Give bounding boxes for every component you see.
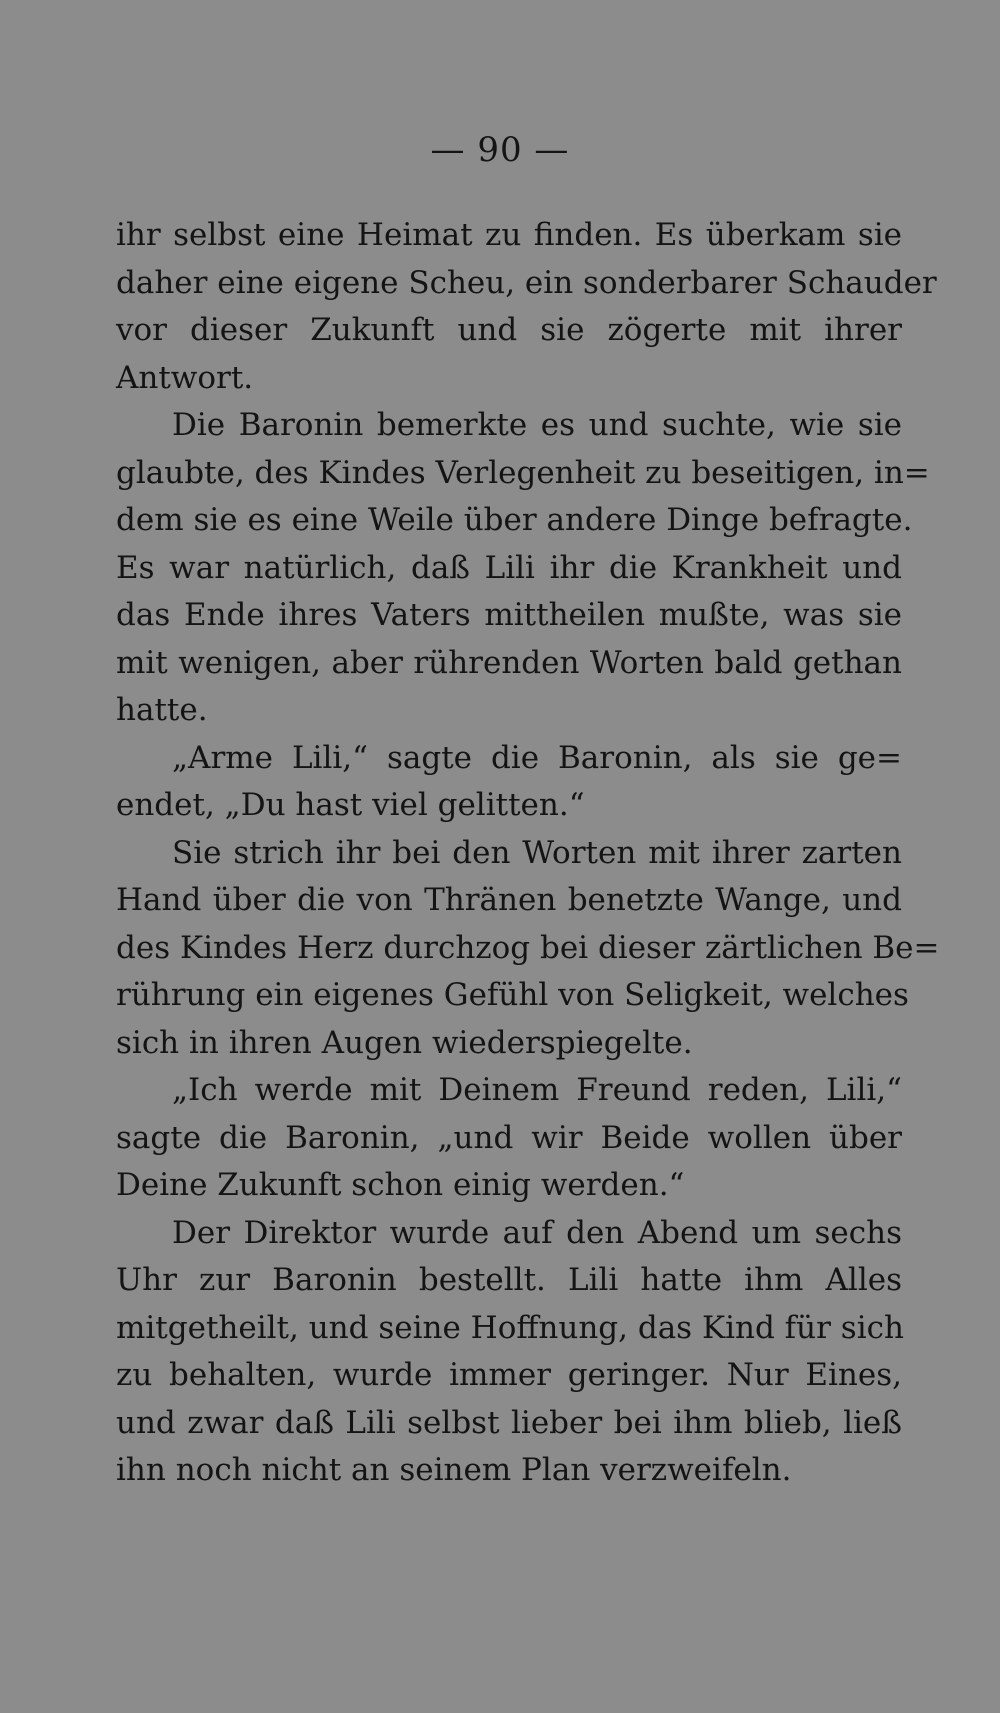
text-line: Die Baronin bemerkte es und suchte, wie sie <box>172 407 902 443</box>
text-line: vor dieser Zukunft und sie zögerte mit ihrer <box>116 312 902 348</box>
text-line: mitgetheilt, und seine Hoffnung, das Kind für sich <box>116 1309 904 1346</box>
text-line: Uhr zur Baronin bestellt. Lili hatte ihm Alles <box>116 1262 902 1298</box>
text-line: sagte die Baronin, „und wir Beide wollen über <box>116 1119 902 1156</box>
text-line: ihn noch nicht an seinem Plan verzweifeln. <box>116 1452 792 1488</box>
text-line: Hand über die von Thränen benetzte Wange, und <box>116 882 902 918</box>
text-line: das Ende ihres Vaters mittheilen mußte, was sie <box>116 597 902 633</box>
text-line: zu behalten, wurde immer geringer. Nur Eines, <box>116 1357 902 1393</box>
text-line: „Arme Lili,“ sagte die Baronin, als sie ge= <box>172 739 902 776</box>
text-line: hatte. <box>116 692 208 728</box>
text-line: Deine Zukunft schon einig werden.“ <box>116 1167 685 1203</box>
text-line: Der Direktor wurde auf den Abend um sechs <box>172 1214 902 1251</box>
text-line: sich in ihren Augen wiederspiegelte. <box>116 1024 693 1061</box>
text-line: des Kindes Herz durchzog bei dieser zärtlichen Be= <box>116 929 940 966</box>
text-line: rührung ein eigenes Gefühl von Seligkeit, welches <box>116 977 909 1013</box>
text-line: endet, „Du hast viel gelitten.“ <box>116 787 585 823</box>
text-line: Es war natürlich, daß Lili ihr die Krankheit und <box>116 549 902 586</box>
text-line: „Ich werde mit Deinem Freund reden, Lili,“ <box>172 1072 902 1108</box>
text-line: ihr selbst eine Heimat zu finden. Es überkam sie <box>116 217 902 253</box>
text-line: dem sie es eine Weile über andere Dinge befragte. <box>116 502 913 538</box>
body-text <box>116 212 940 1495</box>
page-number: — 90 — <box>430 130 570 170</box>
text-line: glaubte, des Kindes Verlegenheit zu beseitigen, in= <box>116 454 930 491</box>
text-line: mit wenigen, aber rührenden Worten bald gethan <box>116 644 902 681</box>
text-line: Sie strich ihr bei den Worten mit ihrer zarten <box>172 834 902 871</box>
text-line: und zwar daß Lili selbst lieber bei ihm blieb, ließ <box>116 1404 902 1441</box>
text-line: Antwort. <box>116 359 254 396</box>
text-line: daher eine eigene Scheu, ein sonderbarer Schauder <box>116 264 937 301</box>
